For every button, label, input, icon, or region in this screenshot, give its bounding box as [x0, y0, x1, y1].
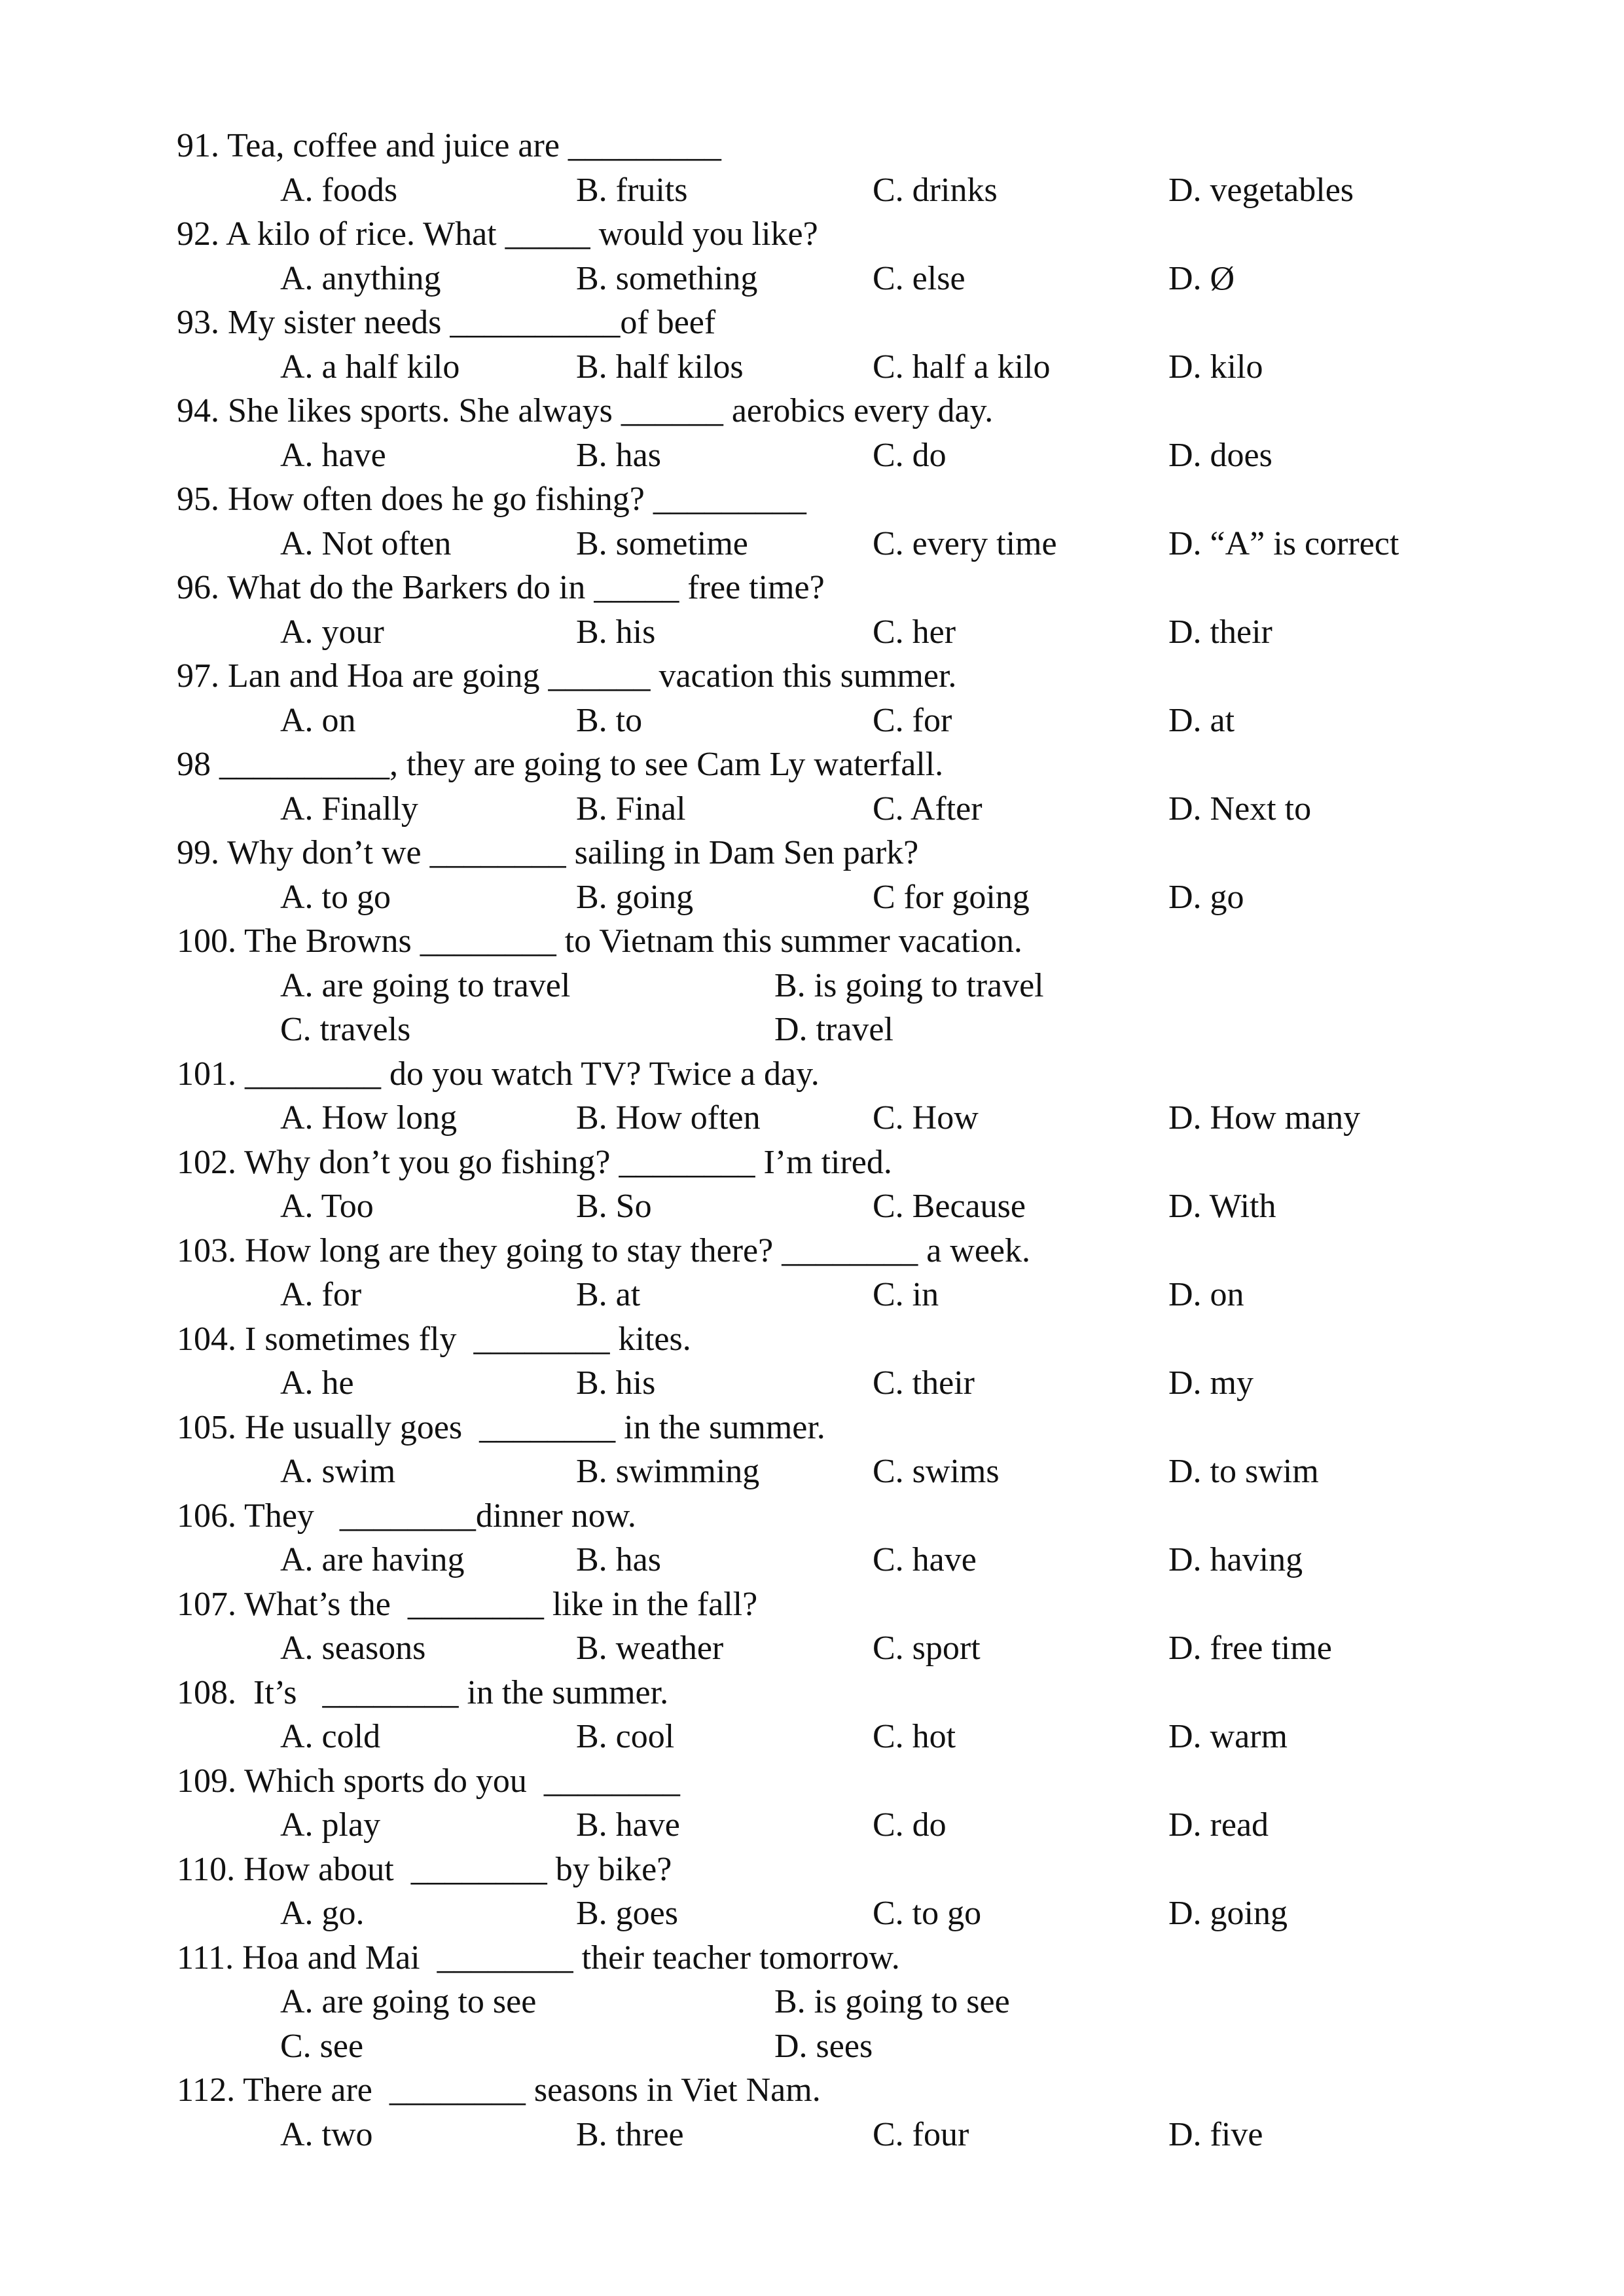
answer-option-d[interactable]: D. sees [774, 2027, 873, 2065]
answer-option-c[interactable]: C. four [873, 2115, 969, 2153]
question-stem: 99. Why don’t we ________ sailing in Dam Sen park? [177, 834, 919, 871]
answer-option-d[interactable]: D. warm [1168, 1718, 1288, 1755]
question-stem: 104. I sometimes fly ________ kites. [177, 1320, 691, 1358]
answer-option-d[interactable]: D. their [1168, 613, 1272, 651]
question-stem: 112. There are ________ seasons in Viet Nam. [177, 2071, 821, 2109]
question-stem: 109. Which sports do you ________ [177, 1762, 680, 1800]
answer-option-c[interactable]: C. drinks [873, 171, 998, 209]
answer-option-d[interactable]: D. my [1168, 1364, 1254, 1402]
answer-option-b[interactable]: B. his [576, 613, 656, 651]
question-stem: 105. He usually goes ________ in the summer. [177, 1408, 825, 1446]
answer-option-d[interactable]: D. going [1168, 1895, 1288, 1932]
question-stem: 93. My sister needs __________of beef [177, 304, 716, 341]
answer-option-b[interactable]: B. swimming [576, 1453, 760, 1490]
answer-option-b[interactable]: B. three [576, 2115, 684, 2153]
answer-option-b[interactable]: B. to [576, 701, 643, 739]
question-stem: 94. She likes sports. She always ______ aerobics every day. [177, 392, 994, 429]
answer-option-c[interactable]: C. After [873, 790, 983, 828]
answer-option-d[interactable]: D. does [1168, 436, 1272, 474]
answer-option-b[interactable]: B. going [576, 878, 694, 916]
answer-option-c[interactable]: C. hot [873, 1718, 956, 1755]
answer-option-c[interactable]: C. sport [873, 1630, 981, 1667]
answer-option-c[interactable]: C. every time [873, 524, 1057, 562]
answer-option-b[interactable]: B. has [576, 1541, 661, 1578]
answer-option-d[interactable]: D. With [1168, 1188, 1276, 1225]
answer-option-c[interactable]: C. How [873, 1099, 979, 1137]
answer-option-c[interactable]: C. do [873, 436, 947, 474]
answer-option-b[interactable]: B. fruits [576, 171, 688, 209]
answer-option-a[interactable]: A. he [280, 1364, 354, 1402]
question-stem: 106. They ________dinner now. [177, 1497, 636, 1535]
question-stem: 91. Tea, coffee and juice are _________ [177, 127, 721, 164]
answer-option-c[interactable]: C. Because [873, 1188, 1026, 1225]
answer-option-a[interactable]: A. Finally [280, 790, 418, 828]
answer-option-d[interactable]: D. Ø [1168, 259, 1235, 297]
answer-option-a[interactable]: A. Not often [280, 524, 452, 562]
answer-option-c[interactable]: C. have [873, 1541, 977, 1578]
answer-option-b[interactable]: B. at [576, 1276, 641, 1313]
question-stem: 110. How about ________ by bike? [177, 1850, 672, 1888]
question-stem: 97. Lan and Hoa are going ______ vacation this summer. [177, 657, 957, 695]
answer-option-b[interactable]: B. his [576, 1364, 656, 1402]
answer-option-d[interactable]: D. read [1168, 1806, 1269, 1844]
question-stem: 103. How long are they going to stay there? ________ a week. [177, 1231, 1031, 1269]
answer-option-a[interactable]: A. swim [280, 1453, 396, 1490]
answer-option-a[interactable]: A. go. [280, 1895, 365, 1932]
answer-option-d[interactable]: D. How many [1168, 1099, 1361, 1137]
answer-option-d[interactable]: D. to swim [1168, 1453, 1319, 1490]
question-stem: 108. It’s ________ in the summer. [177, 1673, 669, 1711]
answer-option-a[interactable]: A. a half kilo [280, 348, 460, 386]
answer-option-c[interactable]: C. her [873, 613, 956, 651]
answer-option-d[interactable]: D. free time [1168, 1630, 1332, 1667]
answer-option-b[interactable]: B. weather [576, 1630, 724, 1667]
answer-option-b[interactable]: B. have [576, 1806, 680, 1844]
answer-option-d[interactable]: D. at [1168, 701, 1235, 739]
answer-option-d[interactable]: D. kilo [1168, 348, 1263, 386]
answer-option-d[interactable]: D. on [1168, 1276, 1244, 1313]
answer-option-a[interactable]: A. your [280, 613, 384, 651]
answer-option-a[interactable]: A. for [280, 1276, 362, 1313]
answer-option-a[interactable]: A. cold [280, 1718, 381, 1755]
answer-option-d[interactable]: D. five [1168, 2115, 1263, 2153]
answer-option-d[interactable]: D. travel [774, 1011, 893, 1048]
answer-option-b[interactable]: B. goes [576, 1895, 678, 1932]
answer-option-b[interactable]: B. is going to travel [774, 966, 1044, 1004]
answer-option-b[interactable]: B. How often [576, 1099, 761, 1137]
answer-option-c[interactable]: C for going [873, 878, 1030, 916]
answer-option-c[interactable]: C. to go [873, 1895, 982, 1932]
answer-option-b[interactable]: B. Final [576, 790, 686, 828]
answer-option-d[interactable]: D. “A” is correct [1168, 524, 1399, 562]
answer-option-b[interactable]: B. is going to see [774, 1983, 1010, 2020]
answer-option-c[interactable]: C. their [873, 1364, 975, 1402]
answer-option-a[interactable]: A. are going to travel [280, 966, 571, 1004]
answer-option-b[interactable]: B. So [576, 1188, 652, 1225]
question-stem: 98 __________, they are going to see Cam Ly waterfall. [177, 746, 944, 783]
answer-option-c[interactable]: C. half a kilo [873, 348, 1051, 386]
answer-option-a[interactable]: A. are going to see [280, 1983, 537, 2020]
question-stem: 92. A kilo of rice. What _____ would you like? [177, 215, 818, 253]
answer-option-b[interactable]: B. something [576, 259, 758, 297]
answer-option-c[interactable]: C. swims [873, 1453, 1000, 1490]
answer-option-a[interactable]: A. to go [280, 878, 391, 916]
answer-option-c[interactable]: C. do [873, 1806, 947, 1844]
answer-option-b[interactable]: B. sometime [576, 524, 748, 562]
answer-option-c[interactable]: C. in [873, 1276, 939, 1313]
answer-option-d[interactable]: D. having [1168, 1541, 1303, 1578]
answer-option-a[interactable]: A. seasons [280, 1630, 426, 1667]
answer-option-d[interactable]: D. vegetables [1168, 171, 1354, 209]
answer-option-a[interactable]: A. foods [280, 171, 398, 209]
question-stem: 107. What’s the ________ like in the fall? [177, 1585, 758, 1623]
answer-option-a[interactable]: A. are having [280, 1541, 465, 1578]
answer-option-a[interactable]: A. Too [280, 1188, 374, 1225]
answer-option-a[interactable]: A. play [280, 1806, 381, 1844]
answer-option-a[interactable]: A. have [280, 436, 386, 474]
question-stem: 96. What do the Barkers do in _____ free time? [177, 569, 825, 606]
question-stem: 101. ________ do you watch TV? Twice a day. [177, 1055, 820, 1093]
question-stem: 111. Hoa and Mai ________ their teacher tomorrow. [177, 1939, 900, 1977]
answer-option-b[interactable]: B. half kilos [576, 348, 744, 386]
question-stem: 102. Why don’t you go fishing? ________ I’m tired. [177, 1143, 892, 1181]
answer-option-c[interactable]: C. see [280, 2027, 364, 2065]
answer-option-d[interactable]: D. go [1168, 878, 1244, 916]
answer-option-a[interactable]: A. anything [280, 259, 441, 297]
answer-option-c[interactable]: C. for [873, 701, 952, 739]
answer-option-a[interactable]: A. on [280, 701, 356, 739]
answer-option-c[interactable]: C. travels [280, 1011, 411, 1048]
question-stem: 95. How often does he go fishing? _________ [177, 481, 806, 518]
answer-option-c[interactable]: C. else [873, 259, 965, 297]
answer-option-b[interactable]: B. cool [576, 1718, 675, 1755]
answer-option-a[interactable]: A. two [280, 2115, 373, 2153]
answer-option-b[interactable]: B. has [576, 436, 661, 474]
answer-option-a[interactable]: A. How long [280, 1099, 458, 1137]
question-stem: 100. The Browns ________ to Vietnam this summer vacation. [177, 922, 1022, 960]
answer-option-d[interactable]: D. Next to [1168, 790, 1312, 828]
